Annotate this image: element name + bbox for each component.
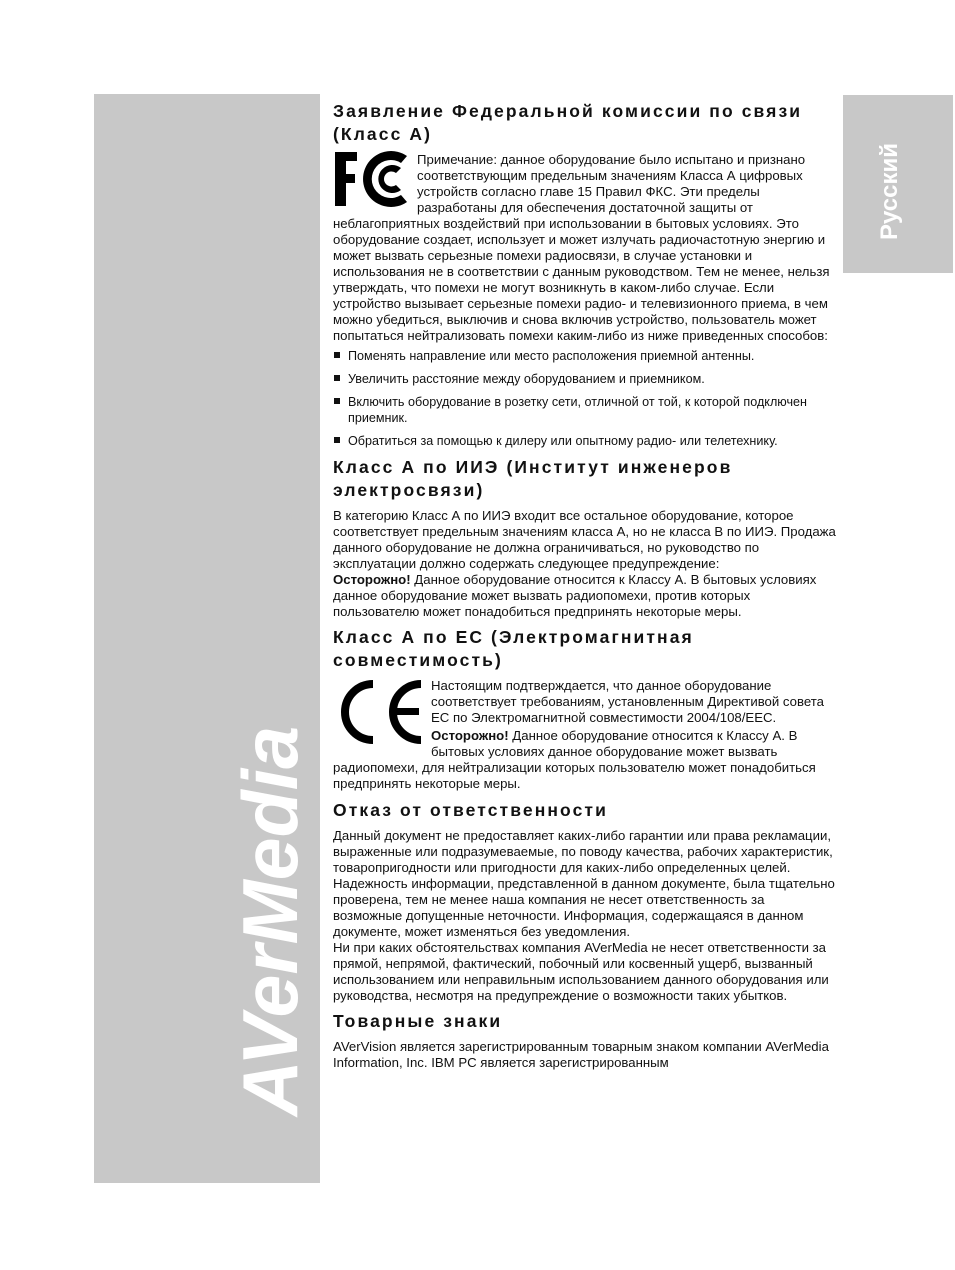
disclaimer-section bbox=[333, 799, 837, 1004]
ices-warning-label: Осторожно! bbox=[333, 572, 411, 587]
trademarks-section bbox=[333, 1010, 837, 1071]
brand-text: AVerMedia bbox=[226, 721, 314, 1116]
bullet-icon bbox=[334, 437, 340, 443]
list-item: Обратиться за помощью к дилеру или опытному радио- или телетехнику. bbox=[333, 433, 837, 449]
disclaimer-text-1: Данный документ не предоставляет каких-либо гарантии или права рекламации, выраженные или подразумеваемые, по поводу качества, рабочих характеристик, товаропригодности или пригодности для каких-либо определенных целей. Надежность информации, представленной в данном документе, была тщательно проверена, тем не менее наша компания не несет ответственность за возможные допущенные неточности. Информация, содержащаяся в данном документе, может изменяться без уведомления. bbox=[333, 828, 835, 939]
avermedia-logo bbox=[94, 94, 320, 1183]
fcc-title-line1: Заявление Федеральной комиссии по связи bbox=[333, 101, 803, 121]
trademarks-title: Товарные знаки bbox=[333, 1011, 503, 1031]
ices-title-line2: электросвязи) bbox=[333, 480, 485, 500]
bullet-icon bbox=[334, 352, 340, 358]
fcc-section-title bbox=[333, 100, 837, 146]
ce-title-line2: совместимость) bbox=[333, 650, 503, 670]
ices-text: В категорию Класс А по ИИЭ входит все остальное оборудование, которое соответствует предельным значениям класса А, но не класса В по ИИЭ. Продажа данного оборудование не должна ограничиваться, но руководство по эксплуатации должно содержать следующее предупреждение: bbox=[333, 508, 836, 571]
ce-logo-icon bbox=[333, 676, 427, 748]
ce-warning-label: Осторожно! bbox=[431, 728, 509, 743]
ce-title-line1: Класс А по ЕС (Электромагнитная bbox=[333, 627, 694, 647]
ices-warning-text: Данное оборудование относится к Классу А. В бытовых условиях данное оборудование может вызвать радиопомехи, против которых пользователю может понадобиться предпринять некоторые меры. bbox=[333, 572, 817, 619]
fcc-text: Примечание: данное оборудование было испытано и признано соответствующим предельным значениям Класса А цифровых устройств согласно главе 15 Правил ФКС. Эти пределы разработаны для обеспечения достаточной защиты от неблагоприятных воздействий при использовании в бытовых условиях. Это оборудование создает, использует и может излучать радиочастотную энергию и может вызвать серьезные помехи радиосвязи, в случае установки и использования не в соответствии с данным руководством. Тем не менее, нельзя утверждать, что помехи не могут возникнуть в каком-либо случае. Если устройство вызывает серьезные помехи радио- и телевизионного приема, в чем можно убедиться, выключив и снова включив устройство, пользователь может попытаться нейтрализовать помехи каким-либо из ниже приведенных способов: bbox=[333, 152, 830, 343]
ices-section-title bbox=[333, 456, 837, 502]
trademarks-text: AVerVision является зарегистрированным товарным знаком компании AVerMedia Information, Inc. IBM PC является зарегистрированным bbox=[333, 1039, 829, 1070]
ices-section bbox=[333, 456, 837, 620]
ce-warning-text: Данное оборудование относится к Классу А. В бытовых условиях данное оборудование может вызвать радиопомехи, для нейтрализации которых пользователю может понадобиться предпринять некоторые меры. bbox=[333, 728, 816, 791]
bullet-icon bbox=[334, 398, 340, 404]
bullet-icon bbox=[334, 375, 340, 381]
fcc-bullet-list bbox=[333, 348, 837, 449]
list-item: Включить оборудование в розетку сети, отличной от той, к которой подключен приемник. bbox=[333, 394, 837, 426]
fcc-title-line2: (Класс А) bbox=[333, 124, 433, 144]
language-tab-label: Русский bbox=[876, 143, 903, 240]
ices-warning bbox=[333, 572, 837, 620]
ce-section-title bbox=[333, 626, 837, 672]
disclaimer-title: Отказ от ответственности bbox=[333, 800, 608, 820]
list-item: Поменять направление или место расположения приемной антенны. bbox=[333, 348, 837, 364]
ce-section bbox=[333, 626, 837, 792]
ce-text: Настоящим подтверждается, что данное оборудование соответствует требованиям, установленным Директивой совета ЕС по Электромагнитной совместимости 2004/108/EEC. bbox=[431, 678, 824, 725]
page-content bbox=[333, 100, 837, 1071]
ices-title-line1: Класс А по ИИЭ (Институт инженеров bbox=[333, 457, 733, 477]
list-item: Увеличить расстояние между оборудованием и приемником. bbox=[333, 371, 837, 387]
language-tab bbox=[843, 95, 953, 273]
fcc-logo-icon bbox=[333, 150, 413, 208]
disclaimer-text-2: Ни при каких обстоятельствах компания AVerMedia не несет ответственности за прямой, непрямой, фактический, побочный или косвенный ущерб, вызванный использованием или неправильным использованием данного оборудования или руководства, несмотря на предупреждение о возможности таких убытков. bbox=[333, 940, 829, 1003]
fcc-section bbox=[333, 100, 837, 449]
